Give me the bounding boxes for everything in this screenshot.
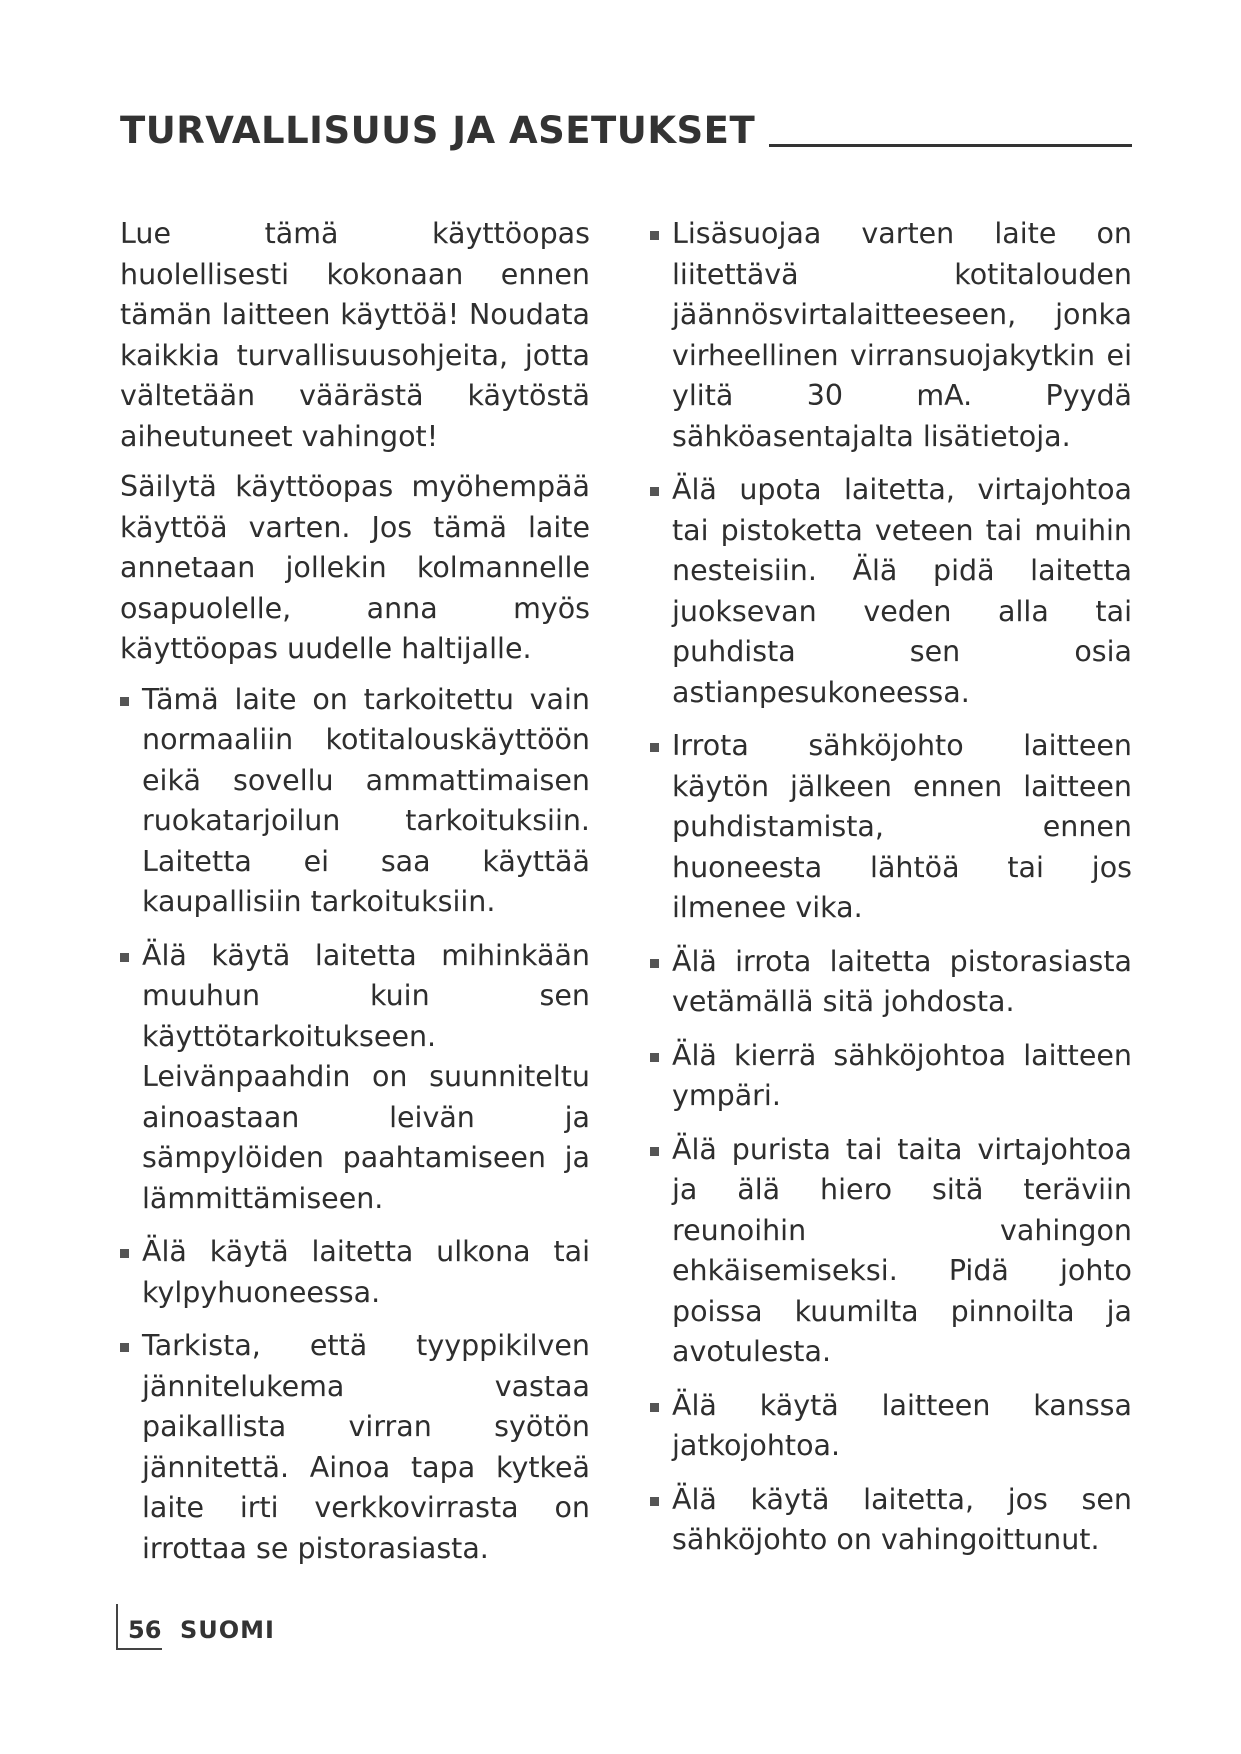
list-item (650, 1386, 1132, 1467)
list-item-text: Älä käytä laitetta ulkona tai kylpyhuoneessa. (142, 1235, 590, 1309)
list-item-text: Tämä laite on tarkoitettu vain normaaliin kotitalouskäyttöön eikä sovellu ammattimaisen ruokatarjoilun tarkoituksiin. Laitetta ei saa käyttää kaupallisiin tarkoituksiin. (142, 682, 590, 918)
section-header (120, 109, 1132, 152)
square-bullet-icon (650, 231, 659, 240)
list-item-text: Älä irrota laitetta pistorasiasta vetämällä sitä johdosta. (672, 944, 1132, 1018)
square-bullet-icon (650, 959, 659, 968)
list-item-text: Älä käytä laitteen kanssa jatkojohtoa. (672, 1388, 1132, 1462)
bullet-list (650, 214, 1132, 1561)
list-item-text: Älä käytä laitetta mihinkään muuhun kuin sen käyttötarkoitukseen. Leivänpaahdin on suunniteltu ainoastaan leivän ja sämpylöiden paahtamiseen ja lämmittämiseen. (142, 938, 590, 1215)
list-item (650, 470, 1132, 713)
list-item (650, 1036, 1132, 1117)
list-item (120, 936, 590, 1220)
list-item (650, 942, 1132, 1023)
square-bullet-icon (650, 743, 659, 752)
page-footer (116, 1604, 275, 1650)
square-bullet-icon (120, 1249, 129, 1258)
list-item (120, 1326, 590, 1569)
list-item-text: Älä kierrä sähköjohtoa laitteen ympäri. (672, 1038, 1132, 1112)
list-item (650, 214, 1132, 457)
list-item-text: Tarkista, että tyyppikilven jännitelukema vastaa paikallista virran syötön jännitettä. Ainoa tapa kytkeä laite irti verkkovirrasta on irrottaa se pistorasiasta. (142, 1329, 590, 1565)
square-bullet-icon (650, 1053, 659, 1062)
left-column (120, 214, 590, 1582)
intro-paragraph: Lue tämä käyttöopas huolellisesti kokonaan ennen tämän laitteen käyttöä! Noudata kaikkia turvallisuusohjeita, jotta vältetään väärästä käytöstä aiheutuneet vahingot! (120, 217, 590, 453)
footer-language: SUOMI (180, 1616, 275, 1644)
list-item (650, 726, 1132, 929)
intro-paragraph: Säilytä käyttöopas myöhempää käyttöä varten. Jos tämä laite annetaan jollekin kolmannelle osapuolelle, anna myös käyttöopas uudelle haltijalle. (120, 470, 590, 665)
list-item-text: Älä käytä laitetta, jos sen sähköjohto on vahingoittunut. (672, 1482, 1132, 1556)
square-bullet-icon (650, 1147, 659, 1156)
list-item (650, 1480, 1132, 1561)
page-number: 56 (128, 1616, 162, 1644)
square-bullet-icon (650, 1497, 659, 1506)
square-bullet-icon (120, 953, 129, 962)
square-bullet-icon (650, 1403, 659, 1412)
list-item-text: Älä purista tai taita virtajohtoa ja älä hiero sitä teräviin reunoihin vahingon ehkäisemiseksi. Pidä johto poissa kuumilta pinnoilta ja avotulesta. (672, 1132, 1132, 1368)
page-number-bracket (116, 1604, 162, 1650)
list-item (120, 680, 590, 923)
square-bullet-icon (120, 697, 129, 706)
bullet-list (120, 680, 590, 1570)
header-rule (769, 144, 1132, 147)
square-bullet-icon (120, 1343, 129, 1352)
list-item-text: Älä upota laitetta, virtajohtoa tai pistoketta veteen tai muihin nesteisiin. Älä pidä laitetta juoksevan veden alla tai puhdista sen osia astianpesukoneessa. (672, 473, 1132, 709)
list-item-text: Lisäsuojaa varten laite on liitettävä kotitalouden jäännösvirtalaitteeseen, jonka virheellinen virransuojakytkin ei ylitä 30 mA. Pyydä sähköasentajalta lisätietoja. (672, 217, 1132, 453)
right-column (650, 214, 1132, 1574)
square-bullet-icon (650, 487, 659, 496)
list-item (650, 1130, 1132, 1373)
page-title: TURVALLISUUS JA ASETUKSET (120, 109, 756, 152)
list-item-text: Irrota sähköjohto laitteen käytön jälkeen ennen laitteen puhdistamista, ennen huoneesta lähtöä tai jos ilmenee vika. (672, 729, 1132, 924)
list-item (120, 1232, 590, 1313)
